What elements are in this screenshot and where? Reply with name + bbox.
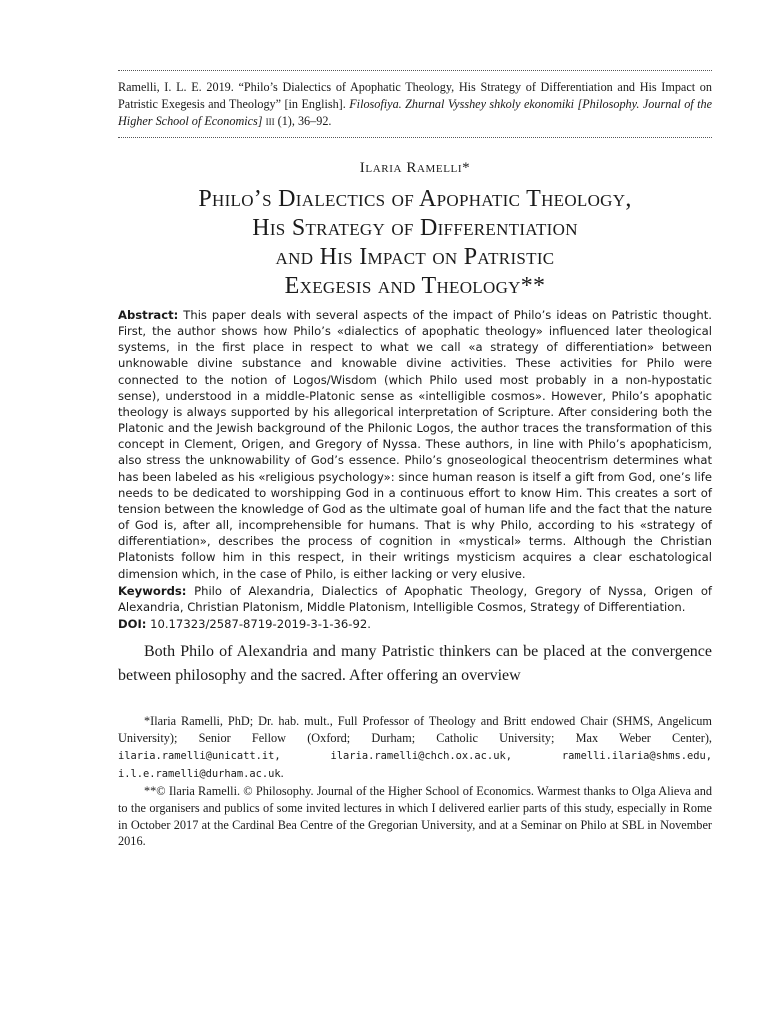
keywords-text: Philo of Alexandria, Dialectics of Apophatic Theology, Gregory of Nyssa, Origen of Alexandria, Christian Platonism, Middle Platonism, Intelligible Cosmos, Strategy of Differentiation. (118, 583, 712, 614)
citation-box (118, 70, 712, 138)
keywords-label: Keywords: (118, 583, 187, 598)
footnote-1-text: *Ilaria Ramelli, PhD; Dr. hab. mult., Full Professor of Theology and Britt endowed Chair (SHMS, Angelicum University); Senior Fellow (Oxford; Durham; Catholic University; Max Weber Center), (118, 714, 712, 746)
abstract-text: This paper deals with several aspects of the impact of Philo’s ideas on Patristic thought. First, the author shows how Philo’s «dialectics of apophatic theology» influenced later theological systems, in the first place in respect to what we call «a strategy of differentiation» between unknowable divine substance and knowable divine activities. These activities for Philo were connected to the notion of Logos/Wisdom (which Philo used most probably in a non-hypostatic sense), understood in a middle-Platonic sense as «intelligible cosmos». However, Philo’s apophatic theology is always supported by his allegorical interpretation of Scripture. After considering both the Platonic and the Jewish background of the Philonic Logos, the author traces the transformation of this concept in Clement, Origen, and Gregory of Nyssa. These authors, in line with Philo’s apophaticism, also stress the unknowability of God’s essence. Philo’s gnoseological theocentrism determines what has been labeled as his «religious psychology»: since human reason is itself a gift from God, one’s life needs to be dedicated to worshipping God in a continuous effort to know Him. This creates a sort of tension between the knowledge of God as the ultimate goal of human life and the fact that the nature of God is, after all, incomprehensible for humans. That is why Philo, according to his «strategy of differentiation», describes the process of cognition in «mystical» terms. Although the Christian Platonists follow him in this respect, in their writings mysticism acquires a clear eschatological dimension which, in the case of Philo, is either lacking or very elusive. (118, 308, 712, 581)
footnote-1-emails[interactable]: ilaria.ramelli@unicatt.it, ilaria.ramelli@chch.ox.ac.uk, ramelli.ilaria@shms.edu, i.l.e.ramelli@durham.ac.uk (118, 749, 712, 780)
abstract (118, 307, 712, 582)
footnote-1 (118, 713, 712, 783)
body-paragraph: Both Philo of Alexandria and many Patristic thinkers can be placed at the convergence between philosophy and the sacred. After offering an overview (118, 643, 712, 685)
doi-text: 10.17323/2587-8719-2019-3-1-36-92. (146, 616, 371, 631)
abstract-label: Abstract: (118, 308, 179, 322)
doi-label: DOI: (118, 616, 147, 631)
footnotes (118, 713, 712, 850)
article-page (118, 70, 712, 850)
abstract-block (118, 307, 712, 632)
citation-volume: iii (265, 114, 275, 128)
citation-journal: Filosofiya. Zhurnal Vysshey shkoly ekonomiki [Philosophy. Journal of the Higher School of Economics] (118, 97, 713, 128)
keywords (118, 583, 712, 615)
footnote-1-end: . (280, 765, 284, 780)
title-line-2: His Strategy of Differentiation (252, 215, 578, 241)
article-title (118, 185, 712, 301)
author-name: Ilaria Ramelli* (359, 160, 471, 176)
footnote-2: **© Ilaria Ramelli. © Philosophy. Journal of the Higher School of Economics. Warmest thanks to Olga Alieva and to the organisers and publics of some invited lectures in which I delivered earlier parts of this study, especially in Rome in October 2017 at the Cardinal Bea Centre of the Gregorian University, and at a Seminar on Philo at SBL in November 2016. (118, 783, 712, 849)
citation-text: Ramelli, I. L. E. 2019. “Philo’s Dialectics of Apophatic Theology, His Strategy of Differentiation and His Impact on Patristic Exegesis and Theology” [in English]. (118, 80, 712, 111)
citation-pages: (1), 36–92. (277, 114, 332, 128)
title-line-4: Exegesis and Theology** (284, 273, 546, 299)
title-line-3: and His Impact on Patristic (275, 244, 555, 270)
title-line-1: Philo’s Dialectics of Apophatic Theology, (198, 186, 632, 212)
doi (118, 616, 712, 632)
